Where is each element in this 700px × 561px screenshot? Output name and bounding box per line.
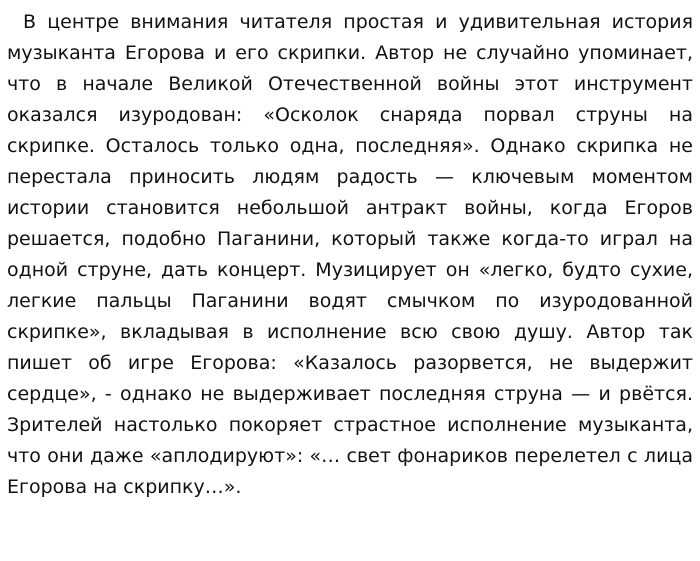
- essay-paragraph: В центре внимания читателя простая и удивительная история музыканта Егорова и его скрипки. Автор не случайно упоминает, что в начале Великой Отечественной войны этот инструмент оказался изуродован: «Осколок снаряда порвал струны на скрипке. Осталось только одна, последняя». Однако скрипка не перестала приносить людям радость — ключевым моментом истории становится небольшой антракт войны, когда Егоров решается, подобно Паганини, который также когда-то играл на одной струне, дать концерт. Музицирует он «легко, будто сухие, легкие пальцы Паганини водят смычком по изуродованной скрипке», вкладывая в исполнение всю свою душу. Автор так пишет об игре Егорова: «Казалось разорвется, не выдержит сердце», - однако не выдерживает последняя струна — и рвётся. Зрителей настолько покоряет страстное исполнение музыканта, что они даже «аплодируют»: «… свет фонариков перелетел с лица Егорова на скрипку…».: [7, 11, 693, 498]
- document-page: [7, 7, 693, 503]
